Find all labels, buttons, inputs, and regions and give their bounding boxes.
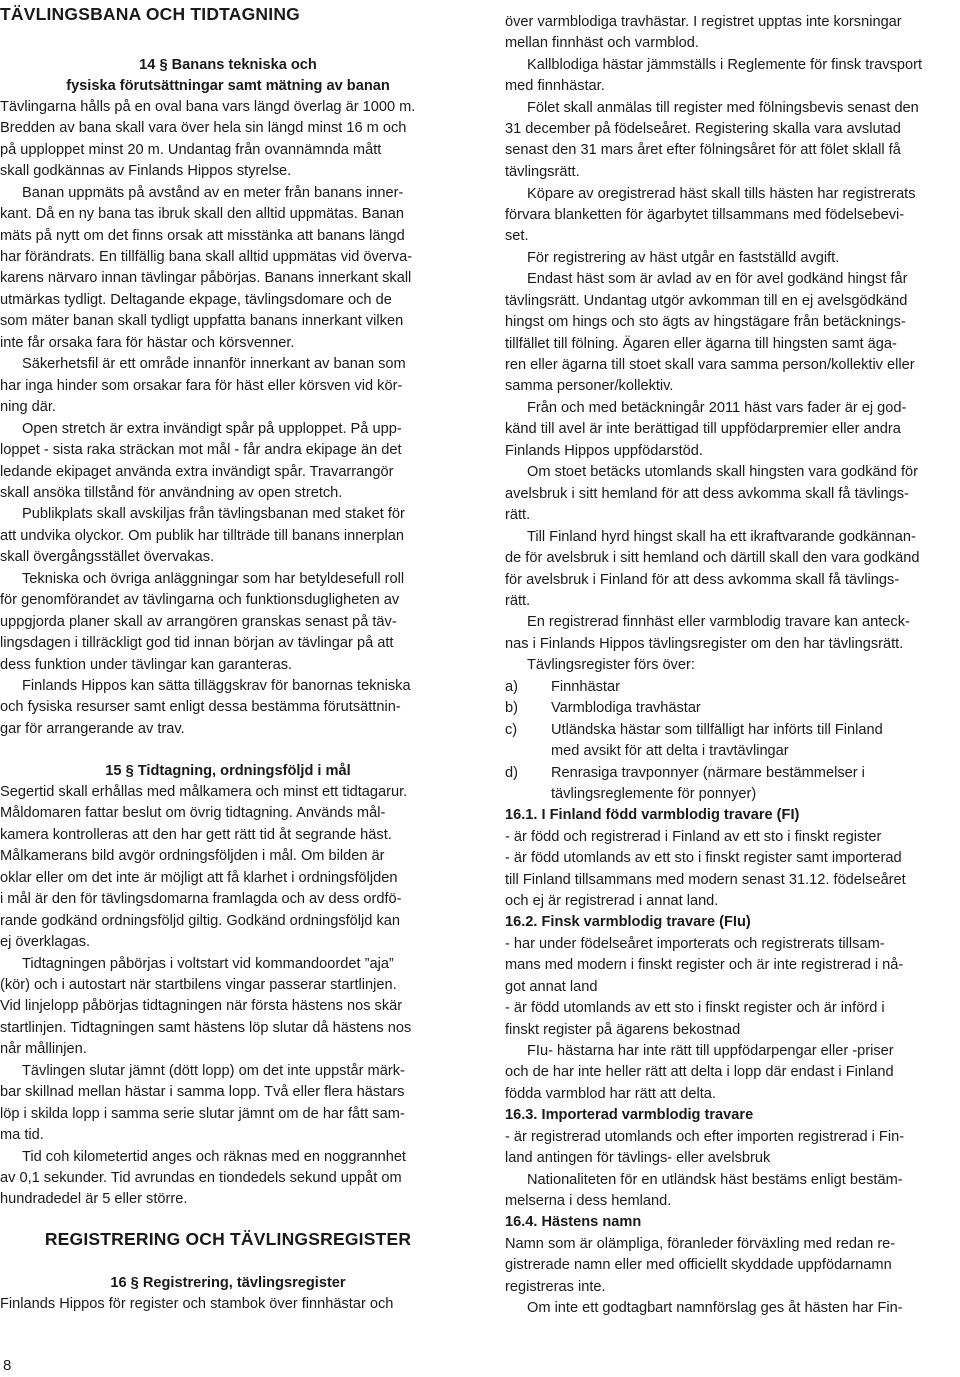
subsection-heading-16-1: 16.1. I Finland född varmblodig travare (FI) xyxy=(505,807,800,823)
paragraph-line: Tidtagningen påbörjas i voltstart vid kommandoordet ”aja” xyxy=(22,956,394,972)
paragraph-line: lingsdagen i tillräckligt god tid innan början av tävlingar på att xyxy=(0,635,394,651)
paragraph-line: känd till avel är inte berättigad till uppfödarpremier eller andra xyxy=(505,421,901,437)
list-text: tävlingsreglemente för ponnyer) xyxy=(551,786,757,802)
list-marker: c) xyxy=(505,722,518,738)
paragraph-line: Tekniska och övriga anläggningar som har betyldesefull roll xyxy=(22,571,405,587)
paragraph-line: av 0,1 sekunder. Tid avrundas en tiondedels sekund uppåt om xyxy=(0,1170,402,1186)
paragraph-line: och de har inte heller rätt att delta i lopp där endast i Finland xyxy=(505,1064,894,1080)
paragraph-line: En registrerad finnhäst eller varmblodig travare kan anteck- xyxy=(527,614,910,630)
paragraph-line: ning där. xyxy=(0,399,56,415)
paragraph-line: som mäter banan skall tydligt uppfatta banans innerkant vilken xyxy=(0,313,404,329)
list-item xyxy=(505,698,960,719)
paragraph-line: för genomförandet av tävlingarna och funktionsdugligheten av xyxy=(0,592,400,608)
list-text: Finnhästar xyxy=(551,679,620,695)
paragraph-line: de för avelsbruk i sitt hemland och därtill skall den vara godkänd xyxy=(505,550,920,566)
paragraph-line: Tävlingarna hålls på en oval bana vars längd överlag är 1000 m. xyxy=(0,99,416,115)
paragraph-line: mellan finnhäst och varmblod. xyxy=(505,35,699,51)
paragraph-line: land antingen för tävlings- eller avelsbruk xyxy=(505,1150,771,1166)
paragraph-line: Publikplats skall avskiljas från tävlingsbanan med staket för xyxy=(22,506,405,522)
paragraph-line: Bredden av bana skall vara över hela sin längd minst 16 m och xyxy=(0,120,407,136)
paragraph-line: når mållinjen. xyxy=(0,1041,87,1057)
paragraph-line: har inga hinder som orsakar fara för häst eller körsven vid kör- xyxy=(0,378,403,394)
paragraph-line: över varmblodiga travhästar. I registret upptas inte korsningar xyxy=(505,14,902,30)
paragraph-line: för avelsbruk i Finland för att dess avkomma skall få tävlings- xyxy=(505,572,900,588)
paragraph-line: karens närvaro innan tävlingar påbörjas. Banans innerkant skall xyxy=(0,270,412,286)
paragraph-line: Om stoet betäcks utomlands skall hingsten vara godkänd för xyxy=(527,464,918,480)
paragraph-line: inte får orsaka fara för hästar och körsvenner. xyxy=(0,335,295,351)
list-text: Renrasiga travponnyer (närmare bestämmelser i xyxy=(551,765,865,781)
paragraph-line: Till Finland hyrd hingst skall ha ett ikraftvarande godkännan- xyxy=(527,529,916,545)
paragraph-line: har förändrats. En tillfällig bana skall alltid uppmätas vid överva- xyxy=(0,249,413,265)
paragraph-line: - är registrerad utomlands och efter importen registrerad i Fin- xyxy=(505,1129,905,1145)
paragraph-line: och ej är registrerad i annat land. xyxy=(505,893,719,909)
paragraph-line: Finlands Hippos uppfödarstöd. xyxy=(505,443,703,459)
paragraph-line: Säkerhetsfil är ett område innanför innerkant av banan som xyxy=(22,356,406,372)
paragraph-line: skall övergångsstället övervakas. xyxy=(0,549,215,565)
paragraph-line: dess funktion under tävlingar kan garanteras. xyxy=(0,657,293,673)
paragraph-line: finskt register på ägarens bekostnad xyxy=(505,1022,741,1038)
paragraph-line: hundradedel är 5 eller större. xyxy=(0,1191,188,1207)
paragraph-line: - är född och registrerad i Finland av ett sto i finskt register xyxy=(505,829,882,845)
paragraph-line: till Finland tillsammans med modern senast 31.12. födelseåret xyxy=(505,872,906,888)
paragraph-line: För registrering av häst utgår en fastställd avgift. xyxy=(527,250,840,266)
paragraph-line: gistrerade namn eller med officiellt skyddade uppfödarnamn xyxy=(505,1257,892,1273)
paragraph-line: avelsbruk i sitt hemland för att dess avkomma skall få tävlings- xyxy=(505,486,909,502)
paragraph-line: samma personer/kollektiv. xyxy=(505,378,674,394)
paragraph-line: uppgjorda planer skall av arrangören granskas senast på täv- xyxy=(0,614,397,630)
paragraph-line: födda varmblod har rätt att delta. xyxy=(505,1086,716,1102)
paragraph-line: utmärkas tydligt. Deltagande ekpage, tävlingsdomare och de xyxy=(0,292,392,308)
paragraph-line: set. xyxy=(505,228,529,244)
section-title-tavlingsbana: TÄVLINGSBANA OCH TIDTAGNING xyxy=(0,4,300,24)
paragraph-line: rätt. xyxy=(505,507,531,523)
sec15-heading: 15 § Tidtagning, ordningsföljd i mål xyxy=(105,763,351,779)
list-item xyxy=(505,720,960,741)
paragraph-line: rande godkänd ordningsföljd giltig. Godkänd ordningsföljd kan xyxy=(0,913,400,929)
paragraph-line: Banan uppmäts på avstånd av en meter från banans inner- xyxy=(22,185,404,201)
paragraph-line: senast den 31 mars året efter fölningsåret för att fölet sklall få xyxy=(505,142,901,158)
paragraph-line: och fysiska resurser samt enligt dessa bestämma förutsättnin- xyxy=(0,699,401,715)
paragraph-line: melserna i dess hemland. xyxy=(505,1193,672,1209)
subsection-heading-16-4: 16.4. Hästens namn xyxy=(505,1214,642,1230)
paragraph-line: Köpare av oregistrerad häst skall tills hästen har registrerats xyxy=(527,186,916,202)
paragraph-line: Finlands Hippos kan sätta tilläggskrav för banornas tekniska xyxy=(22,678,411,694)
paragraph-line: Om inte ett godtagbart namnförslag ges åt hästen har Fin- xyxy=(527,1300,903,1316)
paragraph-line: nas i Finlands Hippos tävlingsregister om den har tävlingsrätt. xyxy=(505,636,904,652)
subsection-heading-16-2: 16.2. Finsk varmblodig travare (FIu) xyxy=(505,914,751,930)
paragraph-line: Tävlingsregister förs över: xyxy=(527,657,695,673)
paragraph-line: - är född utomlands av ett sto i finskt register och är införd i xyxy=(505,1000,885,1016)
sec14-heading-line-2: fysiska förutsättningar samt mätning av banan xyxy=(66,78,390,94)
list-marker: a) xyxy=(505,679,518,695)
paragraph-line: Fölet skall anmälas till register med fölningsbevis senast den xyxy=(527,100,919,116)
paragraph-line: loppet - sista raka sträckan mot mål - får andra ekipage än det xyxy=(0,442,402,458)
paragraph-line: skall godkännas av Finlands Hippos styrelse. xyxy=(0,163,292,179)
list-item xyxy=(505,741,960,762)
paragraph-line: skall ansöka tillstånd för användning av open stretch. xyxy=(0,485,343,501)
paragraph-line: Namn som är olämpliga, föranleder förväxling med redan re- xyxy=(505,1236,896,1252)
paragraph-line: Tävlingen slutar jämnt (dött lopp) om det inte uppstår märk- xyxy=(22,1063,405,1079)
page-number: 8 xyxy=(3,1357,12,1374)
paragraph-line: mans med modern i finskt register och är inte registrerad i nå- xyxy=(505,957,904,973)
list-marker: b) xyxy=(505,700,518,716)
paragraph-line: ledande ekipaget använda extra invändigt spår. Travarrangör xyxy=(0,464,394,480)
paragraph-line: 31 december på födelseåret. Registering skalla vara avslutad xyxy=(505,121,901,137)
paragraph-line: Tid coh kilometertid anges och räknas med en noggrannhet xyxy=(22,1149,406,1165)
paragraph-line: tävlingsrätt. xyxy=(505,164,580,180)
paragraph-line: Vid linjelopp påbörjas tidtagningen när första hästens nos skär xyxy=(0,998,403,1014)
paragraph-line: med finnhästar. xyxy=(505,78,605,94)
sec14-heading-line-1: 14 § Banans tekniska och xyxy=(139,57,317,73)
paragraph-line: tävlingsrätt. Undantag utgör avkomman till en ej avelsgödkänd xyxy=(505,293,908,309)
paragraph-line: mäts på nytt om det finns orsak att misstänka att banans längd xyxy=(0,228,405,244)
paragraph-line: Endast häst som är avlad av en för avel godkänd hingst får xyxy=(527,271,908,287)
paragraph-line: hingst om hings och sto ägts av hingstägare från betäcknings- xyxy=(505,314,906,330)
paragraph-line: kant. Då en ny bana tas ibruk skall den alltid uppmätas. Banan xyxy=(0,206,405,222)
sec16-heading: 16 § Registrering, tävlingsregister xyxy=(110,1275,346,1291)
paragraph-line: Kallblodiga hästar jämmställs i Reglemente för finsk travsport xyxy=(527,57,923,73)
paragraph-line: löp i skilda lopp i samma serie slutar jämnt om de har fått sam- xyxy=(0,1106,405,1122)
paragraph-line: got annat land xyxy=(505,979,598,995)
paragraph-line: gar för arrangerande av trav. xyxy=(0,721,185,737)
paragraph-line: Open stretch är extra invändigt spår på upploppet. På upp- xyxy=(22,421,402,437)
paragraph-line: i mål är den för tävlingsdomarna framlagda och av dess ordfö- xyxy=(0,891,402,907)
list-item xyxy=(505,677,960,698)
paragraph-line: bar skillnad mellan hästar i samma lopp. Två eller flera hästars xyxy=(0,1084,405,1100)
paragraph-line: startlinjen. Tidtagningen samt hästens löp slutar då hästens nos xyxy=(0,1020,412,1036)
paragraph-line: Segertid skall erhållas med målkamera och minst ett tidtagarur. xyxy=(0,784,408,800)
paragraph-line: Finlands Hippos för register och stambok över finnhästar och xyxy=(0,1296,394,1312)
paragraph-line: oklar eller om det inte är möjligt att få klarhet i ordningsföljden xyxy=(0,870,398,886)
paragraph-line: tillfället till fölning. Ägaren eller ägarna till hingsten samt äga- xyxy=(505,336,897,352)
list-text: Varmblodiga travhästar xyxy=(551,700,701,716)
list-item xyxy=(505,784,960,805)
paragraph-line: att undvika olyckor. Om publik har tillträde till banans innerplan xyxy=(0,528,404,544)
paragraph-line: ej överklagas. xyxy=(0,934,91,950)
paragraph-line: - har under födelseåret importerats och registrerats tillsam- xyxy=(505,936,885,952)
paragraph-line: (kör) och i autostart när startbilens vingar passerar startlinjen. xyxy=(0,977,397,993)
paragraph-line: kamera kontrolleras att den har gett rätt tid åt segrande häst. xyxy=(0,827,392,843)
paragraph-line: förvara blanketten för ägarbytet tillsammans med födelsebevi- xyxy=(505,207,905,223)
subsection-heading-16-3: 16.3. Importerad varmblodig travare xyxy=(505,1107,754,1123)
list-text: med avsikt för att delta i travtävlingar xyxy=(551,743,789,759)
paragraph-line: Från och med betäckningår 2011 häst vars fader är ej god- xyxy=(527,400,907,416)
paragraph-line: registreras inte. xyxy=(505,1279,606,1295)
list-marker: d) xyxy=(505,765,518,781)
section-title-registrering: REGISTRERING OCH TÄVLINGSREGISTER xyxy=(44,1229,412,1249)
paragraph-line: Nationaliteten för en utländsk häst bestäms enligt bestäm- xyxy=(527,1172,903,1188)
paragraph-line: rätt. xyxy=(505,593,531,609)
paragraph-line: - är född utomlands av ett sto i finskt register samt importerad xyxy=(505,850,902,866)
paragraph-line: FIu- hästarna har inte rätt till uppfödarpengar eller -priser xyxy=(527,1043,894,1059)
paragraph-line: ma tid. xyxy=(0,1127,44,1143)
list-item xyxy=(505,763,960,784)
paragraph-line: Målkamerans bild avgör ordningsföljden i mål. Om bilden är xyxy=(0,848,385,864)
paragraph-line: Måldomaren fattar beslut om övrig tidtagning. Används mål- xyxy=(0,805,386,821)
list-text: Utländska hästar som tillfälligt har införts till Finland xyxy=(551,722,883,738)
paragraph-line: på upploppet minst 20 m. Undantag från ovannämnda mått xyxy=(0,142,382,158)
paragraph-line: ren eller ägarna till stoet skall vara samma person/kollektiv eller xyxy=(505,357,915,373)
